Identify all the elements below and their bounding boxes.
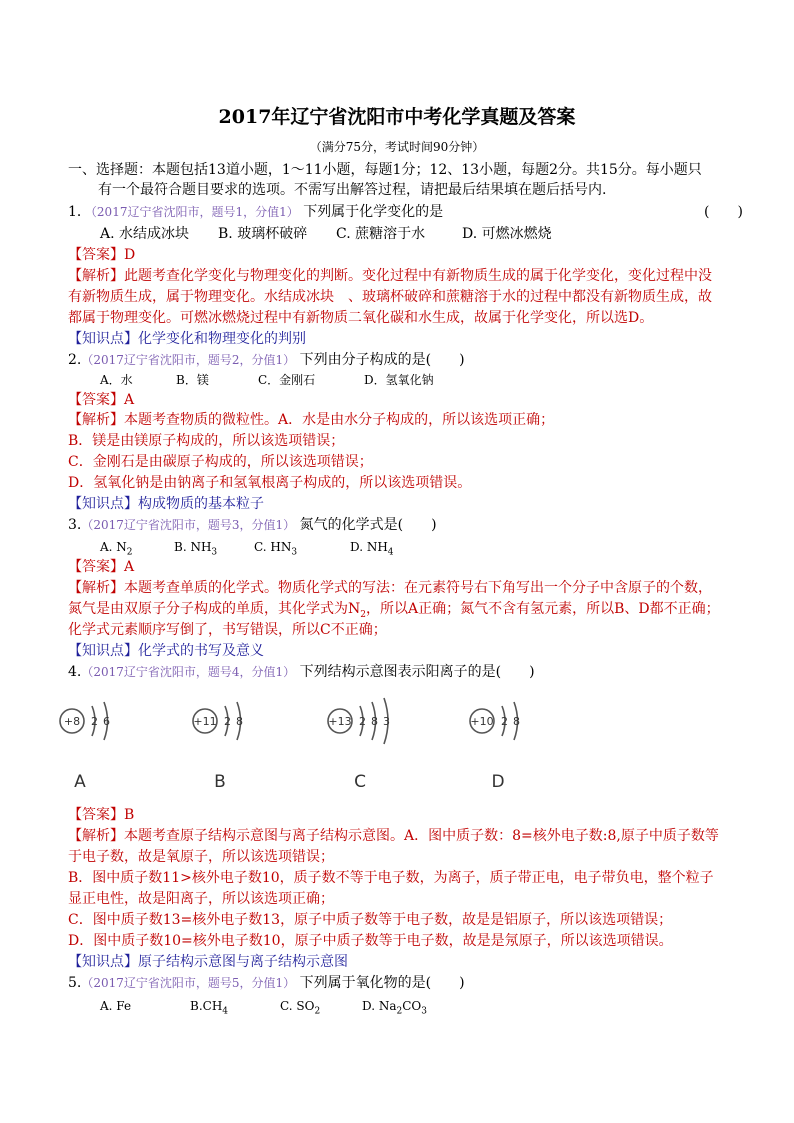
question-2-analysis-line1	[68, 410, 554, 430]
question-4-analysis-line3: B．图中质子数11>核外电子数10，质子数不等于电子数，为离子，质子带正电，电子带负电，整个粒子	[68, 870, 714, 886]
question-2-heading	[68, 350, 465, 370]
option-a: A. $N_2$	[100, 540, 133, 558]
question-3-analysis-line1	[68, 578, 712, 598]
analysis-label: 【解析】	[68, 412, 124, 428]
answer-label: 【答案】	[68, 559, 124, 575]
question-5-heading	[68, 973, 465, 993]
option-d: D. 可燃冰燃烧	[462, 226, 552, 242]
option-d: D. $Na_2CO_3$	[362, 999, 427, 1017]
question-3-knowledge	[68, 641, 264, 661]
knowledge-text: 化学变化和物理变化的判别	[138, 331, 306, 347]
analysis-text: 本题考查物质的微粒性。A．水是由水分子构成的，所以该选项正确；	[124, 412, 555, 428]
question-2-analysis-line2: B．镁是由镁原子构成的，所以该选项错误；	[68, 433, 345, 449]
option-c: C．金刚石	[258, 373, 316, 387]
answer-value: A	[124, 392, 135, 408]
answer-label: 【答案】	[68, 807, 124, 823]
answer-value: B	[124, 807, 135, 823]
option-d: D．氢氧化钠	[364, 373, 434, 387]
option-a: A. 水结成冰块	[100, 226, 190, 242]
option-b: B．镁	[176, 373, 209, 387]
shell-1-label: 2	[224, 715, 231, 728]
subscript: 4	[387, 547, 394, 558]
shell-1-label: 2	[501, 715, 508, 728]
diagram-b	[193, 702, 243, 792]
question-stem: 下列属于氧化物的是( )	[299, 975, 465, 991]
analysis-label: 【解析】	[68, 828, 124, 844]
shell-3-label: 3	[383, 715, 390, 728]
section-instructions-line2: 有一个最符合题目要求的选项。不需写出解答过程，请把最后结果填在题后括号内.	[98, 182, 607, 198]
option-c: C. 蔗糖溶于水	[336, 226, 426, 242]
question-2-answer	[68, 390, 134, 410]
shell-2-label: 8	[371, 715, 378, 728]
knowledge-text: 原子结构示意图与离子结构示意图	[138, 954, 348, 970]
subscript: 2	[314, 1006, 321, 1017]
atomic-structure-diagrams	[50, 690, 570, 800]
knowledge-label: 【知识点】	[68, 496, 138, 512]
analysis-label: 【解析】	[68, 268, 124, 284]
question-source: （2017辽宁省沈阳市，题号3，分值1）	[81, 518, 296, 532]
diagram-letter: D	[491, 772, 505, 792]
question-3-options	[100, 537, 394, 557]
question-stem: 氮气的化学式是( )	[299, 517, 437, 533]
diagram-d	[470, 702, 520, 792]
question-4-knowledge	[68, 952, 348, 972]
diagram-letter: A	[74, 772, 86, 792]
question-3-analysis-line3: 化学式元素顺序写倒了，书写错误，所以C不正确；	[68, 622, 387, 638]
shell-2-label: 6	[103, 715, 110, 728]
option-b: $B.CH_4$	[190, 999, 229, 1017]
page-title: 2017年辽宁省沈阳市中考化学真题及答案	[218, 106, 576, 128]
question-stem: 下列结构示意图表示阳离子的是( )	[299, 664, 535, 680]
question-4-analysis-line1	[68, 826, 719, 846]
answer-value: A	[124, 559, 135, 575]
diagram-letter: C	[354, 772, 366, 792]
question-3-heading	[68, 515, 437, 535]
question-source: （2017辽宁省沈阳市，题号1，分值1）	[90, 205, 299, 219]
question-number: 2.	[68, 352, 82, 368]
question-5-options	[100, 996, 427, 1016]
option-c: C. $HN_3$	[254, 540, 298, 558]
question-source: （2017辽宁省沈阳市，题号5，分值1）	[81, 976, 296, 990]
question-1-answer-paren: ( )	[704, 204, 743, 220]
question-4-analysis-line5: C．图中质子数13=核外电子数13，原子中质子数等于电子数，故是是铝原子，所以该选项错误；	[68, 912, 673, 928]
question-1-analysis-line1	[68, 266, 712, 286]
subscript: 3	[211, 547, 218, 558]
question-3-analysis-line2: 氮气是由双原子分子构成的单质，其化学式为$N_2$，所以A正确；氮气不含有氢元素，所以B、D都不正确；	[68, 601, 720, 620]
question-1-answer	[68, 245, 135, 265]
option-a: A. Fe	[100, 999, 132, 1013]
subscript: 3	[421, 1006, 427, 1017]
nucleus-label: +10	[470, 715, 494, 728]
section-instructions-line1: 一、选择题：本题包括13道小题，1～11小题，每题1分；12、13小题，每题2分。共15分。每小题只	[68, 162, 702, 178]
question-2-knowledge	[68, 494, 264, 514]
nucleus-label: +11	[193, 715, 217, 728]
question-source: （2017辽宁省沈阳市，题号4，分值1）	[81, 665, 296, 679]
question-stem: 下列属于化学变化的是	[303, 204, 444, 220]
question-1-knowledge	[68, 329, 306, 349]
diagram-a	[60, 702, 110, 792]
subscript: 4	[222, 1006, 229, 1017]
option-c: C. $SO_2$	[280, 999, 321, 1017]
answer-value: D	[124, 247, 136, 263]
knowledge-text: 化学式的书写及意义	[138, 643, 264, 659]
question-1-analysis-line3: 都属于物理变化。可燃冰燃烧过程中有新物质二氧化碳和水生成，故属于化学变化，所以选D。	[68, 310, 654, 326]
question-1-analysis-line2: 有新物质生成，属于物理变化。水结成冰块 、玻璃杯破碎和蔗糖溶于水的过程中都没有新物质生成，故	[68, 289, 712, 305]
diagram-letter: B	[214, 772, 226, 792]
knowledge-text: 构成物质的基本粒子	[138, 496, 264, 512]
analysis-text: 本题考查单质的化学式。物质化学式的写法：在元素符号右下角写出一个分子中含原子的个数，	[124, 580, 712, 596]
question-4-analysis-line2: 于电子数，故是氧原子，所以该选项错误；	[68, 849, 334, 865]
question-2-options	[100, 370, 434, 390]
shell-1-label: 2	[359, 715, 366, 728]
diagram-c	[328, 698, 390, 792]
shell-1-label: 2	[91, 715, 98, 728]
question-4-answer	[68, 805, 134, 825]
option-a: A．水	[100, 373, 133, 387]
analysis-text: 此题考查化学变化与物理变化的判断。变化过程中有新物质生成的属于化学变化，变化过程中没	[124, 268, 712, 284]
question-source: （2017辽宁省沈阳市，题号2，分值1）	[81, 353, 296, 367]
question-4-analysis-line6: D．图中质子数10=核外电子数10，原子中质子数等于电子数，故是是氖原子，所以该选项错误。	[68, 933, 673, 949]
option-b: B. 玻璃杯破碎	[218, 226, 308, 242]
question-3-answer	[68, 557, 134, 577]
nucleus-label: +8	[63, 715, 81, 728]
answer-label: 【答案】	[68, 247, 124, 263]
analysis-text: 本题考查原子结构示意图与离子结构示意图。A．图中质子数：8=核外电子数:8,原子中质子数等	[124, 828, 719, 844]
subscript: 2	[126, 547, 133, 558]
question-1-options	[100, 224, 552, 244]
answer-label: 【答案】	[68, 392, 124, 408]
page-subtitle: （满分75分，考试时间90分钟）	[309, 140, 485, 154]
question-number: 5.	[68, 975, 82, 991]
question-stem: 下列由分子构成的是( )	[299, 352, 465, 368]
subscript: 2	[360, 609, 366, 620]
shell-2-label: 8	[236, 715, 243, 728]
question-4-analysis-line4: 显正电性，故是阳离子，所以该选项正确；	[68, 891, 334, 907]
knowledge-label: 【知识点】	[68, 331, 138, 347]
question-number: 4.	[68, 664, 82, 680]
analysis-label: 【解析】	[68, 580, 124, 596]
question-number: 3.	[68, 517, 82, 533]
question-2-analysis-line3: C．金刚石是由碳原子构成的，所以该选项错误；	[68, 454, 373, 470]
option-b: B. $NH_3$	[174, 540, 218, 558]
subscript: 3	[291, 547, 298, 558]
nucleus-label: +13	[328, 715, 352, 728]
question-2-analysis-line4: D．氢氧化钠是由钠离子和氢氧根离子构成的，所以该选项错误。	[68, 475, 472, 491]
option-d: D. $NH_4$	[350, 540, 394, 558]
question-number: 1．	[68, 204, 91, 220]
question-4-heading	[68, 662, 535, 682]
knowledge-label: 【知识点】	[68, 954, 138, 970]
subscript: 2	[396, 1006, 403, 1017]
shell-2-label: 8	[513, 715, 520, 728]
question-1-heading	[68, 202, 443, 222]
knowledge-label: 【知识点】	[68, 643, 138, 659]
